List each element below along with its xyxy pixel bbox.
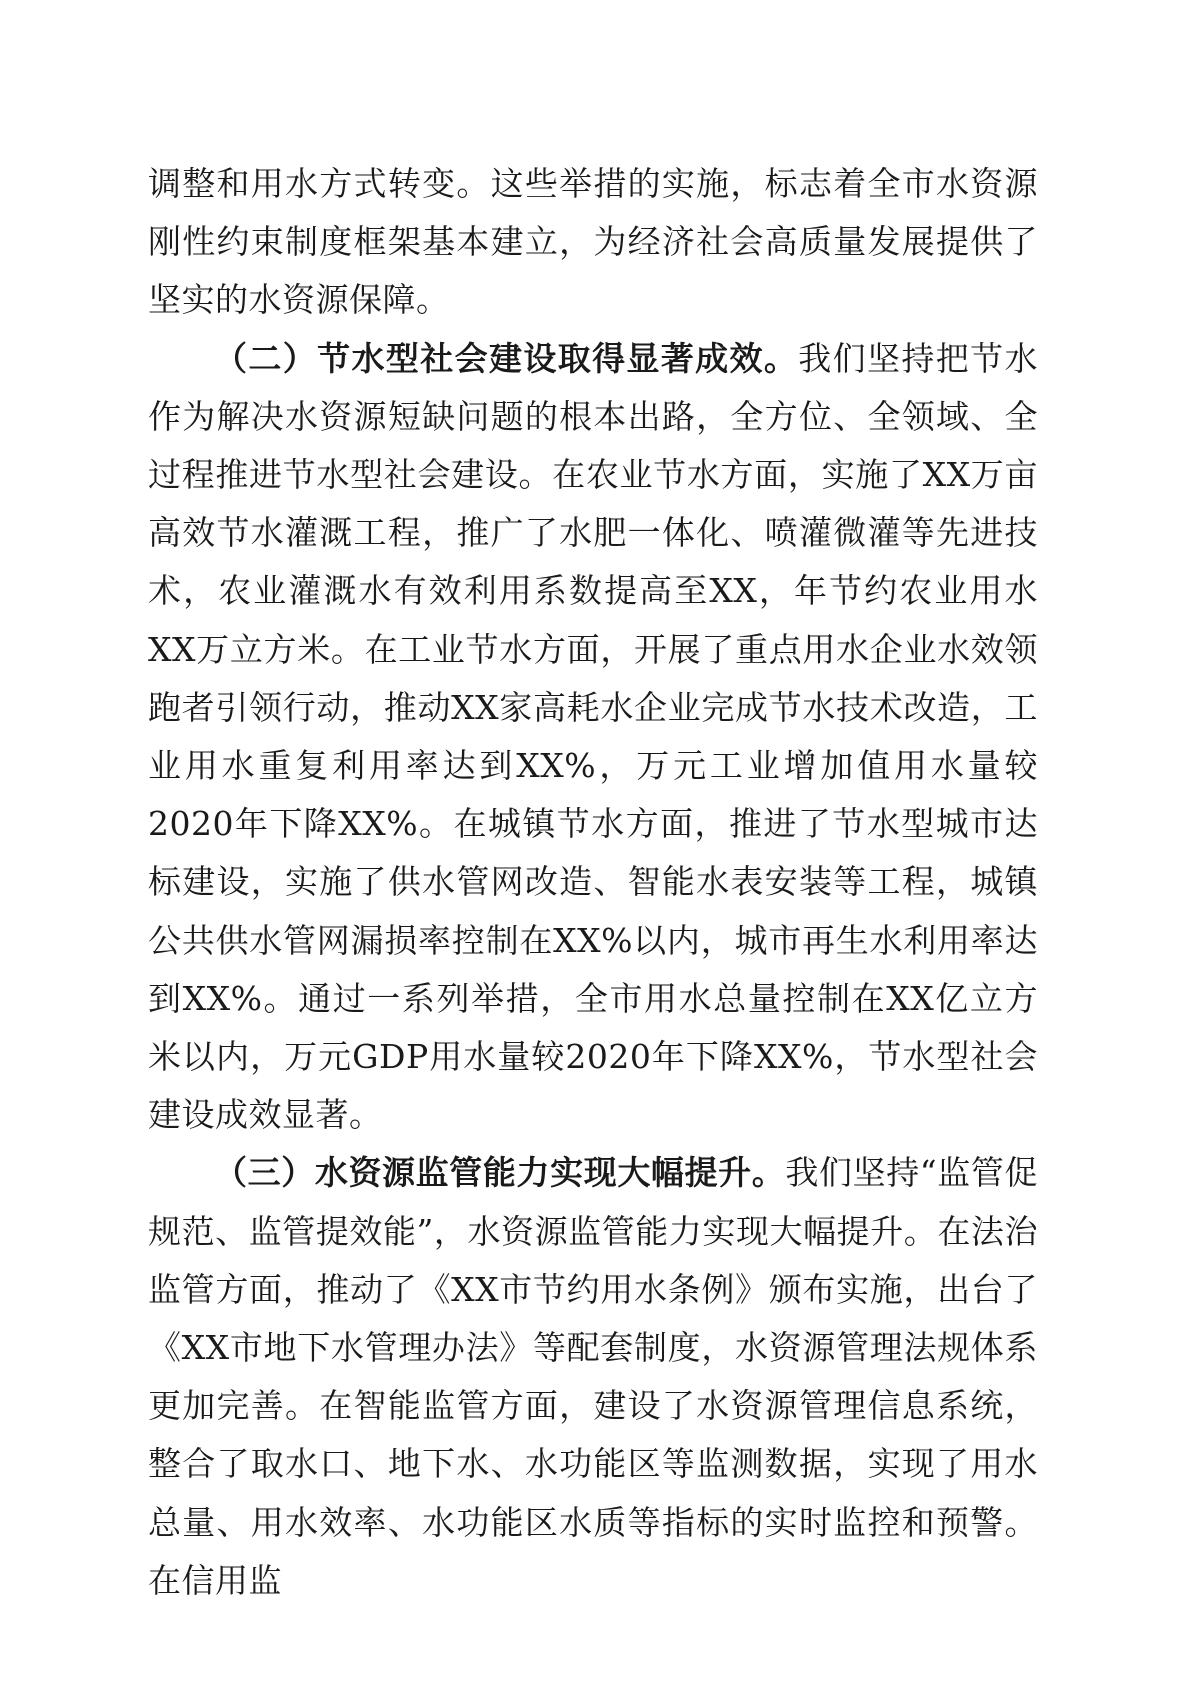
- paragraph-water-saving-society: [148, 330, 1038, 1145]
- paragraph-supervision-capability: [148, 1144, 1038, 1610]
- paragraph-continuation: [148, 155, 1038, 330]
- paragraph-text: 我们坚持“监管促规范、监管提效能”，水资源监管能力实现大幅提升。在法治监管方面，推动了《XX市节约用水条例》颁布实施，出台了《XX市地下水管理办法》等配套制度，水资源管理法规体系更加完善。在智能监管方面，建设了水资源管理信息系统，整合了取水口、地下水、水功能区等监测数据，实现了用水总量、用水效率、水功能区水质等指标的实时监控和预警。在信用监: [148, 1153, 1038, 1600]
- section-heading: （三）水资源监管能力实现大幅提升。: [214, 1153, 786, 1193]
- section-heading: （二）节水型社会建设取得显著成效。: [214, 338, 799, 378]
- document-body: [148, 155, 1038, 1610]
- paragraph-text: 我们坚持把节水作为解决水资源短缺问题的根本出路，全方位、全领域、全过程推进节水型社会建设。在农业节水方面，实施了XX万亩高效节水灌溉工程，推广了水肥一体化、喷灌微灌等先进技术，农业灌溉水有效利用系数提高至XX，年节约农业用水XX万立方米。在工业节水方面，开展了重点用水企业水效领跑者引领行动，推动XX家高耗水企业完成节水技术改造，工业用水重复利用率达到XX%，万元工业增加值用水量较2020年下降XX%。在城镇节水方面，推进了节水型城市达标建设，实施了供水管网改造、智能水表安装等工程，城镇公共供水管网漏损率控制在XX%以内，城市再生水利用率达到XX%。通过一系列举措，全市用水总量控制在XX亿立方米以内，万元GDP用水量较2020年下降XX%，节水型社会建设成效显著。: [148, 338, 1039, 1135]
- paragraph-text: 调整和用水方式转变。这些举措的实施，标志着全市水资源刚性约束制度框架基本建立，为经济社会高质量发展提供了坚实的水资源保障。: [148, 164, 1038, 320]
